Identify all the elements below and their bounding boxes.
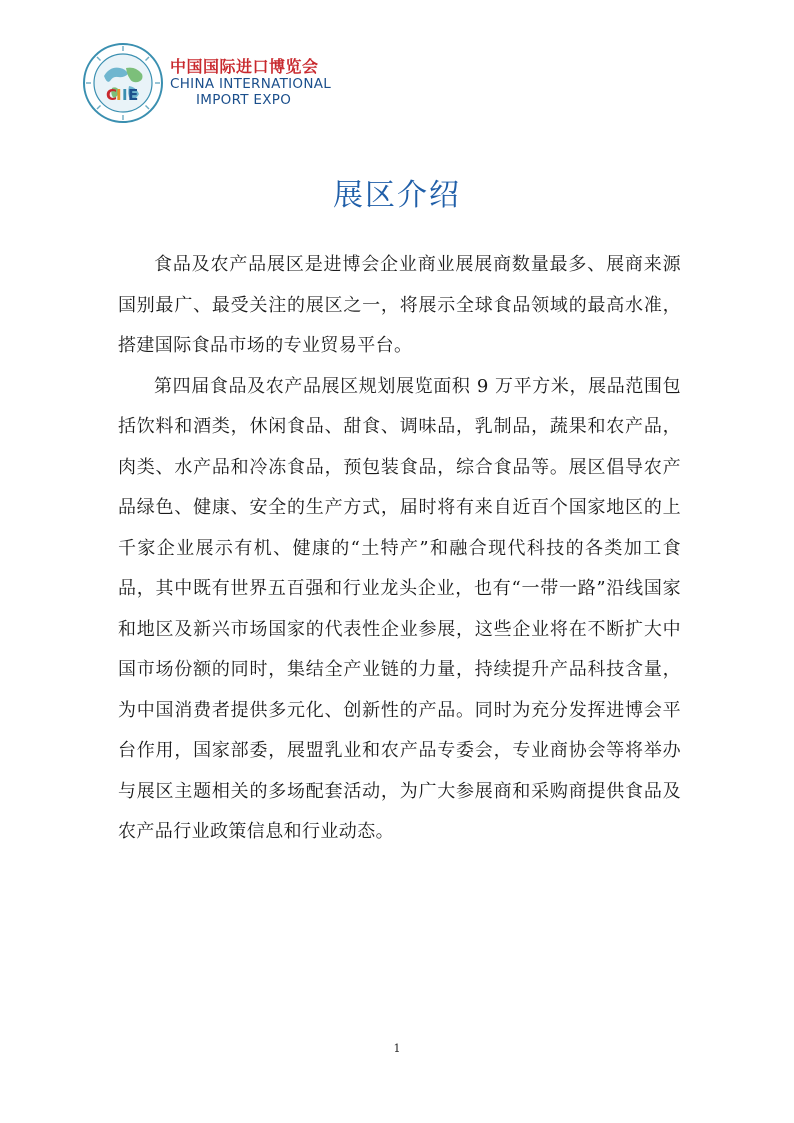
brand-name-cn: 中国国际进口博览会	[170, 57, 319, 76]
ciie-seal-icon	[82, 42, 164, 124]
svg-text:I: I	[116, 86, 122, 104]
svg-text:I: I	[122, 86, 128, 104]
brand-text	[170, 58, 331, 108]
svg-text:E: E	[128, 86, 139, 104]
ciie-logo	[82, 42, 352, 122]
paragraph-intro: 食品及农产品展区是进博会企业商业展展商数量最多、展商来源国别最广、最受关注的展区之一，将展示全球食品领域的最高水准，搭建国际食品市场的专业贸易平台。	[118, 254, 681, 356]
page-number: 1	[393, 1042, 401, 1055]
page-title: 展区介绍	[333, 178, 461, 213]
brand-name-en-line2: IMPORT EXPO	[196, 92, 292, 108]
svg-text:C: C	[106, 86, 118, 104]
brand-name-en-line1: CHINA INTERNATIONAL	[170, 76, 332, 92]
paragraph-details: 第四届食品及农产品展区规划展览面积 9 万平方米，展品范围包括饮料和酒类，休闲食品、甜食、调味品，乳制品，蔬果和农产品，肉类、水产品和冷冻食品，预包装食品，综合食品等。展区倡导农产品绿色、健康、安全的生产方式，届时将有来自近百个国家地区的上千家企业展示有机、健康的“土特产”和融合现代科技的各类加工食品，其中既有世界五百强和行业龙头企业，也有“一带一路”沿线国家和地区及新兴市场国家的代表性企业参展，这些企业将在不断扩大中国市场份额的同时，集结全产业链的力量，持续提升产品科技含量，为中国消费者提供多元化、创新性的产品。同时为充分发挥进博会平台作用，国家部委，展盟乳业和农产品专委会，专业商协会等将举办与展区主题相关的多场配套活动，为广大参展商和采购商提供食品及农产品行业政策信息和行业动态。	[118, 375, 681, 842]
document-body	[118, 245, 681, 853]
